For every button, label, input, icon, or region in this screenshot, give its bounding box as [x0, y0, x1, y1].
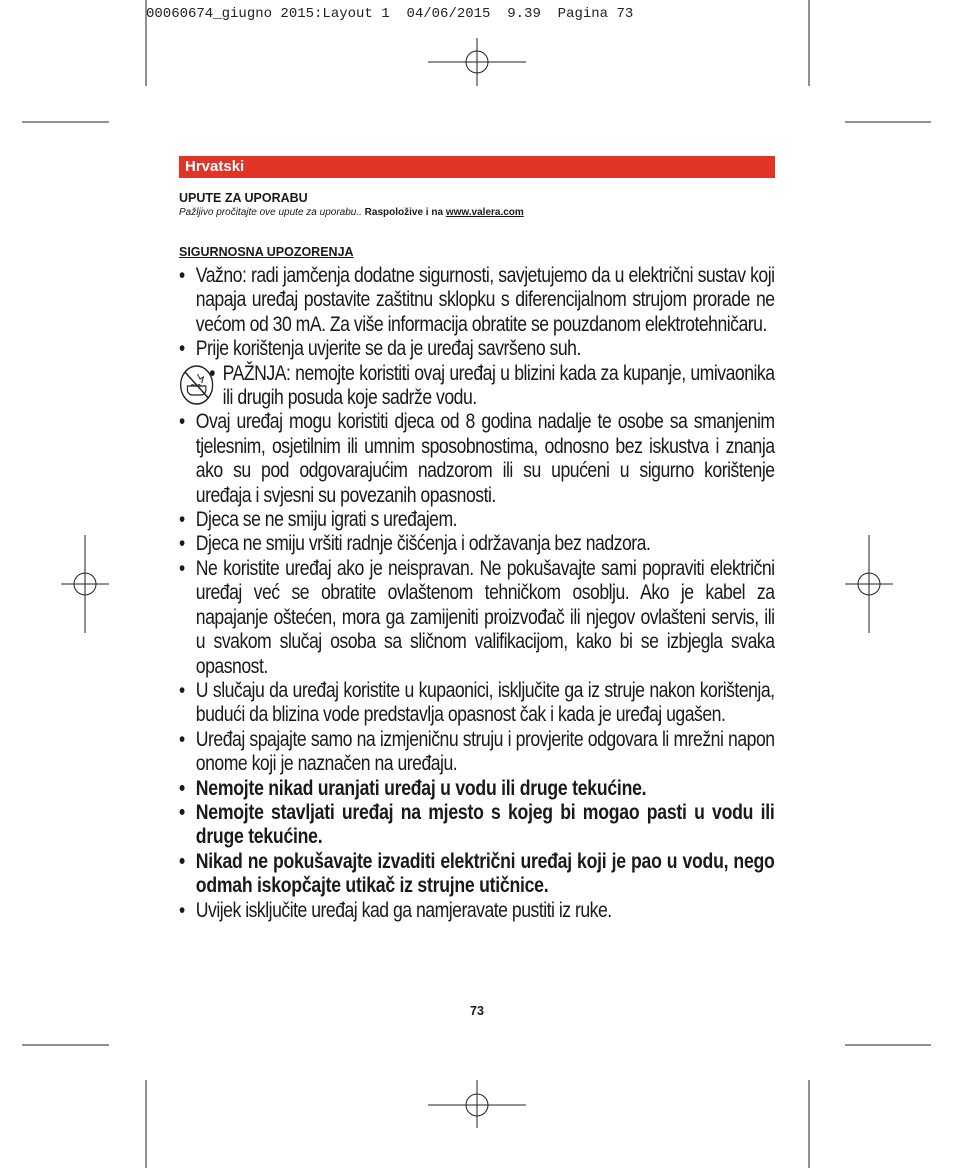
warning-item	[179, 850, 775, 899]
bullet-marker: •	[179, 508, 185, 532]
registration-mark-top	[428, 38, 526, 86]
bullet-marker: •	[179, 898, 185, 922]
warning-text: Prije korištenja uvjerite se da je uređaj savršeno suh.	[195, 337, 581, 361]
warning-item	[179, 508, 775, 532]
warning-item	[179, 679, 775, 728]
bullet-marker: •	[179, 800, 185, 824]
warning-item	[179, 410, 775, 508]
bullet-marker: •	[179, 776, 185, 800]
bullet-marker: •	[179, 727, 185, 751]
warnings-title: SIGURNOSNA UPOZORENJA	[179, 245, 354, 259]
registration-mark-bottom	[428, 1080, 526, 1128]
warning-text: Djeca ne smiju vršiti radnje čišćenja i održavanja bez nadzora.	[195, 532, 651, 556]
warning-item	[179, 264, 775, 337]
bullet-marker: •	[179, 410, 185, 434]
warning-item	[179, 801, 775, 850]
warning-item	[179, 899, 775, 923]
print-slug-line: 00060674_giugno 2015:Layout 1 04/06/2015 9.39 Pagina 73	[146, 6, 634, 22]
section-header-bar	[179, 156, 775, 178]
bullet-marker: •	[179, 556, 185, 580]
warning-text: Važno: radi jamčenja dodatne sigurnosti, savjetujemo da u električni sustav koji napaja uređaj postavite zaštitnu sklopku s diferencijalnom strujom prorade ne većom od 30 mA. Za više informacija obratite se pouzdanom elektrotehničaru.	[195, 264, 775, 336]
bullet-marker: •	[179, 849, 185, 873]
warning-text: Nemojte nikad uranjati uređaj u vodu ili druge tekućine.	[195, 776, 647, 800]
registration-mark-right	[845, 535, 893, 633]
warning-item	[179, 337, 775, 361]
warning-text: Uvijek isključite uređaj kad ga namjeravate pustiti iz ruke.	[195, 898, 612, 922]
warning-text: U slučaju da uređaj koristite u kupaonici, isključite ga iz struje nakon korištenja, budući da blizina vode predstavlja opasnost čak i kada je uređaj ugašen.	[195, 678, 775, 727]
available-label: Raspoložive i na	[364, 207, 446, 218]
warning-text: Djeca se ne smiju igrati s uređajem.	[195, 508, 458, 532]
warning-item	[179, 557, 775, 679]
page-number: 73	[470, 1004, 484, 1018]
warning-text: Nemojte stavljati uređaj na mjesto s kojeg bi mogao pasti u vodu ili druge tekućine.	[195, 800, 775, 849]
warning-item	[179, 728, 775, 777]
bullet-marker: •	[209, 361, 215, 385]
website-link[interactable]: www.valera.com	[445, 207, 524, 218]
warning-text: Ne koristite uređaj ako je neispravan. Ne pokušavajte sami popraviti električni uređaj već se obratite ovlaštenom tehničkom osoblju. Ako je kabel za napajanje oštećen, mora ga zamijeniti proizvođač ili njegov ovlašteni servis, ili u svakom slučaj osoba sa sličnom valifikacijom, kako bi se izbjegla svaka opasnost.	[195, 556, 775, 678]
instructions-title: UPUTE ZA UPORABU	[179, 191, 308, 205]
bullet-marker: •	[179, 678, 185, 702]
warning-text: PAŽNJA: nemojte koristiti ovaj uređaj u blizini kada za kupanje, umivaonika ili drugih posuda koje sadrže vodu.	[222, 361, 775, 410]
safety-warnings-list	[179, 264, 775, 923]
bullet-marker: •	[179, 264, 185, 287]
section-label: Hrvatski	[185, 158, 245, 175]
instructions-note	[179, 207, 524, 218]
warning-text: Nikad ne pokušavajte izvaditi električni uređaj koji je pao u vodu, nego odmah iskopčajte utikač iz strujne utičnice.	[195, 849, 775, 898]
warning-item	[179, 532, 775, 556]
warning-text: Ovaj uređaj mogu koristiti djeca od 8 godina nadalje te osobe sa smanjenim tjelesnim, osjetilnim ili umnim sposobnostima, odnosno bez iskustva i znanja ako su pod odgovarajućim nadzorom ili su upućeni u sigurno korištenje uređaja i svjesni su povezanih opasnosti.	[195, 410, 775, 507]
warning-item	[179, 777, 775, 801]
read-carefully-note: Pažljivo pročitajte ove upute za uporabu..	[179, 207, 365, 218]
bullet-marker: •	[179, 337, 185, 361]
bullet-marker: •	[179, 532, 185, 556]
warning-item	[179, 362, 775, 411]
warning-text: Uređaj spajajte samo na izmjeničnu struju i provjerite odgovara li mrežni napon onome koji je naznačen na uređaju.	[195, 727, 775, 776]
registration-mark-left	[61, 535, 109, 633]
